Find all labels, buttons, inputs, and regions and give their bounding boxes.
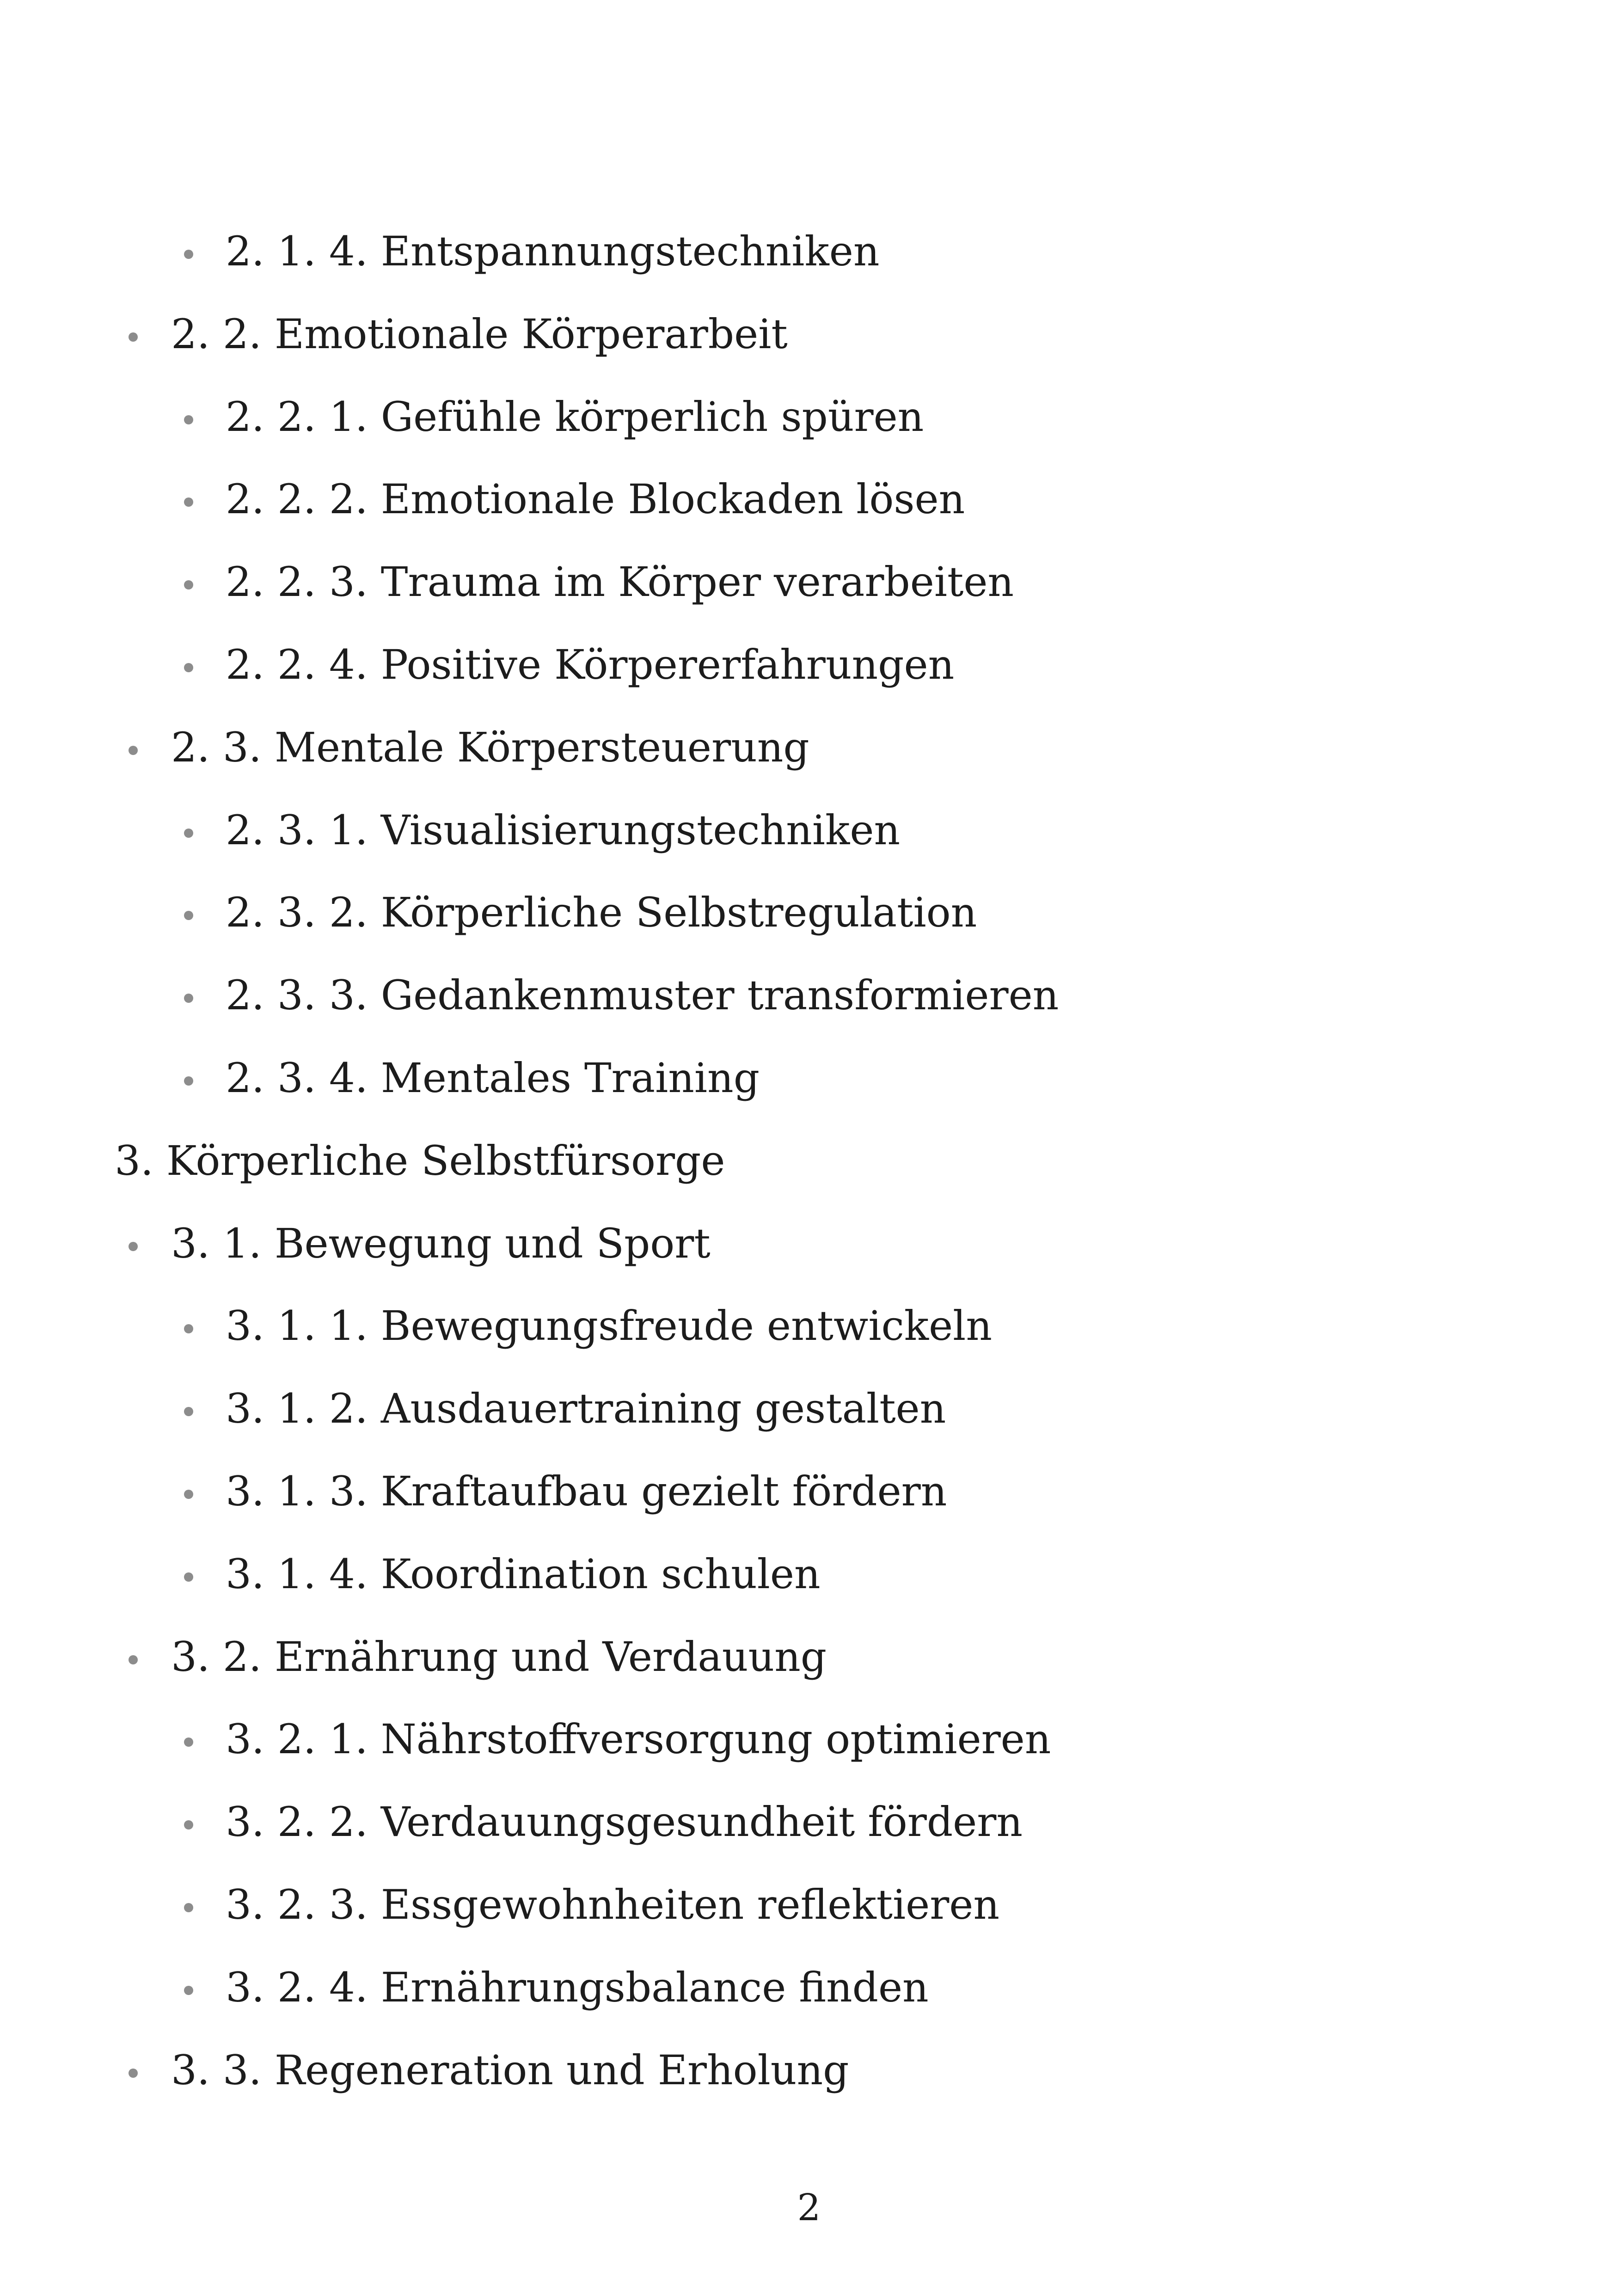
toc-entry-label: 3. 1. 3. Kraftaufbau gezielt fördern <box>226 1467 947 1515</box>
toc-entry-label: 2. 3. 4. Mentales Training <box>226 1054 760 1102</box>
toc-entry-level-3 <box>0 1054 1618 1141</box>
toc-entry-label: 3. 2. 3. Essgewohnheiten reflektieren <box>226 1880 1000 1928</box>
toc-entry-label: 3. 2. 4. Ernährungsbalance finden <box>226 1963 929 2011</box>
toc-entry-label: 3. 1. Bewegung und Sport <box>171 1219 711 1267</box>
toc-entry-label: 3. 1. 1. Bewegungsfreude entwickeln <box>226 1302 992 1350</box>
bullet-icon <box>184 1076 193 1086</box>
bullet-icon <box>184 1903 193 1912</box>
toc-entry-label: 2. 2. 2. Emotionale Blockaden lösen <box>226 475 965 523</box>
toc-entry-level-3 <box>0 1550 1618 1637</box>
toc-entry-level-3 <box>0 1880 1618 1967</box>
bullet-icon <box>184 1986 193 1995</box>
bullet-icon <box>184 250 193 259</box>
toc-entry-level-3 <box>0 640 1618 727</box>
toc-entry-level-2 <box>0 723 1618 810</box>
toc-entry-label: 2. 3. Mentale Körpersteuerung <box>171 723 809 771</box>
toc-entry-label: 2. 2. 3. Trauma im Körper verarbeiten <box>226 558 1014 606</box>
toc-entry-level-3 <box>0 1715 1618 1802</box>
bullet-icon <box>129 332 138 342</box>
table-of-contents <box>0 227 1618 2132</box>
bullet-icon <box>184 1572 193 1582</box>
bullet-icon <box>184 1737 193 1747</box>
toc-entry-level-1 <box>0 1136 1618 1223</box>
toc-entry-level-2 <box>0 1633 1618 1719</box>
toc-entry-level-3 <box>0 1385 1618 1471</box>
toc-entry-level-3 <box>0 1467 1618 1554</box>
toc-entry-label: 3. 1. 2. Ausdauertraining gestalten <box>226 1385 946 1433</box>
toc-entry-level-3 <box>0 393 1618 479</box>
toc-entry-label: 2. 3. 2. Körperliche Selbstregulation <box>226 889 977 937</box>
toc-entry-label: 3. 3. Regeneration und Erholung <box>171 2046 849 2094</box>
bullet-icon <box>129 746 138 755</box>
bullet-icon <box>184 1407 193 1416</box>
bullet-icon <box>129 2069 138 2078</box>
page-number: 2 <box>797 2186 821 2229</box>
bullet-icon <box>184 829 193 838</box>
toc-entry-label: 3. 2. 1. Nährstoffversorgung optimieren <box>226 1715 1051 1763</box>
toc-entry-level-3 <box>0 889 1618 975</box>
toc-entry-label: 2. 3. 1. Visualisierungstechniken <box>226 806 901 854</box>
toc-entry-level-3 <box>0 475 1618 562</box>
toc-entry-level-2 <box>0 2046 1618 2133</box>
toc-entry-label: 3. 2. 2. Verdauungsgesundheit fördern <box>226 1798 1023 1846</box>
bullet-icon <box>184 994 193 1003</box>
toc-entry-label: 2. 2. Emotionale Körperarbeit <box>171 310 788 358</box>
toc-entry-label: 2. 1. 4. Entspannungstechniken <box>226 227 880 275</box>
bullet-icon <box>129 1655 138 1664</box>
bullet-icon <box>184 663 193 672</box>
toc-entry-label: 3. 2. Ernährung und Verdauung <box>171 1633 827 1681</box>
toc-entry-level-3 <box>0 1798 1618 1885</box>
toc-entry-level-3 <box>0 1302 1618 1388</box>
toc-entry-label: 2. 3. 3. Gedankenmuster transformieren <box>226 971 1059 1019</box>
toc-entry-label: 3. 1. 4. Koordination schulen <box>226 1550 821 1598</box>
bullet-icon <box>184 415 193 424</box>
toc-entry-label: 2. 2. 4. Positive Körpererfahrungen <box>226 640 955 688</box>
bullet-icon <box>184 1490 193 1499</box>
toc-entry-label: 3. Körperliche Selbstfürsorge <box>115 1136 725 1185</box>
toc-entry-level-3 <box>0 558 1618 645</box>
toc-entry-label: 2. 2. 1. Gefühle körperlich spüren <box>226 393 924 441</box>
bullet-icon <box>184 1820 193 1829</box>
toc-entry-level-3 <box>0 227 1618 314</box>
toc-entry-level-2 <box>0 310 1618 397</box>
bullet-icon <box>184 1324 193 1333</box>
toc-entry-level-2 <box>0 1219 1618 1306</box>
toc-entry-level-3 <box>0 806 1618 893</box>
bullet-icon <box>184 580 193 589</box>
bullet-icon <box>184 911 193 920</box>
bullet-icon <box>184 497 193 507</box>
bullet-icon <box>129 1242 138 1251</box>
toc-entry-level-3 <box>0 1963 1618 2050</box>
toc-entry-level-3 <box>0 971 1618 1058</box>
